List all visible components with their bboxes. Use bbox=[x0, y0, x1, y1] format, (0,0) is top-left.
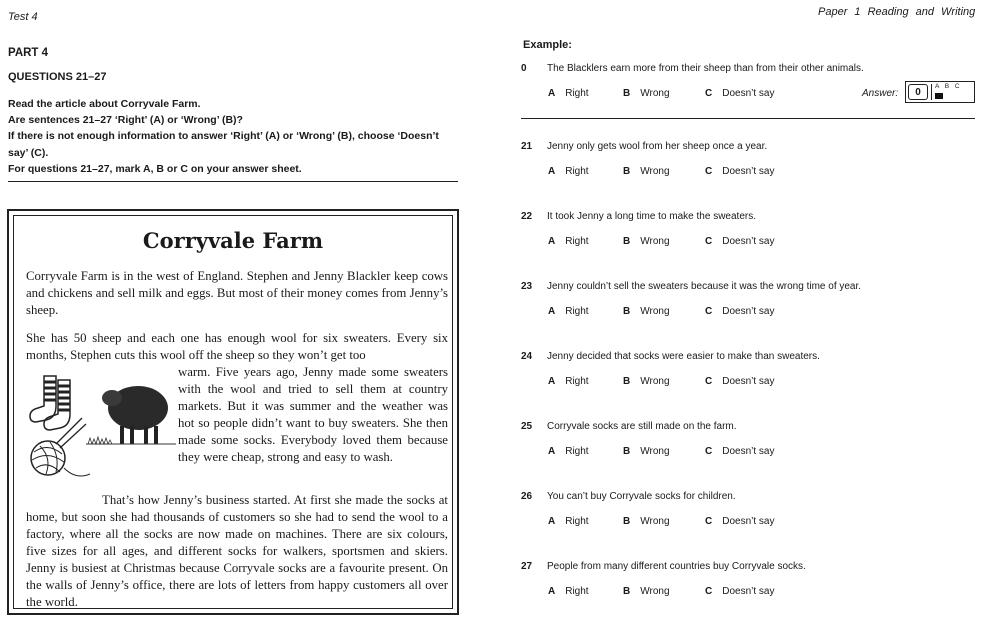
option-text: Doesn’t say bbox=[722, 376, 775, 387]
option-a bbox=[548, 166, 589, 177]
option-b bbox=[623, 516, 670, 527]
option-letter: B bbox=[623, 166, 631, 177]
option-text: Wrong bbox=[640, 446, 670, 457]
option-c bbox=[705, 586, 774, 597]
option-a bbox=[548, 446, 589, 457]
question-text: Jenny couldn’t sell the sweaters because it was the wrong time of year. bbox=[547, 281, 862, 292]
socks-sheep-yarn-illustration bbox=[26, 368, 176, 493]
example-divider bbox=[521, 118, 975, 119]
option-text: Right bbox=[565, 516, 589, 527]
question-number: 25 bbox=[521, 421, 533, 432]
question-number: 22 bbox=[521, 211, 533, 222]
option-c bbox=[705, 88, 774, 99]
option-letter: A bbox=[548, 88, 556, 99]
question-number: 27 bbox=[521, 561, 533, 572]
option-letter: B bbox=[623, 586, 631, 597]
answer-letters: A B C bbox=[935, 83, 960, 90]
instructions bbox=[8, 96, 448, 177]
article-title: Corryvale Farm bbox=[142, 228, 324, 253]
option-text: Right bbox=[565, 376, 589, 387]
option-letter: C bbox=[705, 516, 713, 527]
option-a bbox=[548, 516, 589, 527]
option-a bbox=[548, 236, 589, 247]
option-c bbox=[705, 446, 774, 457]
option-text: Wrong bbox=[640, 306, 670, 317]
option-letter: A bbox=[548, 236, 556, 247]
option-letter: B bbox=[623, 516, 631, 527]
option-text: Doesn’t say bbox=[722, 88, 775, 99]
answer-mark-a bbox=[935, 93, 943, 99]
question-text: It took Jenny a long time to make the sweaters. bbox=[547, 211, 756, 222]
option-text: Doesn’t say bbox=[722, 516, 775, 527]
option-text: Wrong bbox=[640, 586, 670, 597]
answer-divider bbox=[931, 84, 932, 100]
option-letter: C bbox=[705, 236, 713, 247]
question-text: You can’t buy Corryvale socks for children. bbox=[547, 491, 736, 502]
question-number: 24 bbox=[521, 351, 533, 362]
option-b bbox=[623, 236, 670, 247]
option-text: Right bbox=[565, 446, 589, 457]
option-text: Right bbox=[565, 586, 589, 597]
paper-label: Paper 1 Reading and Writing bbox=[818, 6, 976, 18]
option-letter: C bbox=[705, 586, 713, 597]
option-text: Wrong bbox=[640, 166, 670, 177]
option-letter: A bbox=[548, 166, 556, 177]
option-text: Right bbox=[565, 236, 589, 247]
question-text: People from many different countries buy Corryvale socks. bbox=[547, 561, 806, 572]
option-letter: A bbox=[548, 306, 556, 317]
question-number: 26 bbox=[521, 491, 533, 502]
option-b bbox=[623, 446, 670, 457]
option-letter: B bbox=[623, 376, 631, 387]
instruction-line: For questions 21–27, mark A, B or C on your answer sheet. bbox=[8, 162, 302, 175]
instruction-line: Read the article about Corryvale Farm. bbox=[8, 98, 201, 110]
option-b bbox=[623, 306, 670, 317]
option-letter: A bbox=[548, 446, 556, 457]
option-letter: B bbox=[623, 446, 631, 457]
option-b bbox=[623, 88, 670, 99]
part-heading: PART 4 bbox=[8, 47, 49, 59]
article-paragraph-3-text: That’s how Jenny’s business started. At first she made the socks at home, but soon she had thousands of customers so she had to send the wool to a factory, where all the socks are now made on machines. There are six colours, five sizes for all ages, and different socks for walkers, sportsmen and skiers. Jenny is busiest at Christmas because Corryvale socks are a favourite present. On the walls of Jenny’s office, there are lots of letters from happy customers all over the world. bbox=[26, 493, 448, 609]
example-label: Example: bbox=[523, 39, 572, 51]
option-text: Doesn’t say bbox=[722, 446, 775, 457]
article-frame bbox=[7, 209, 459, 615]
answer-number: 0 bbox=[908, 84, 928, 100]
instruction-line: Are sentences 21–27 ‘Right’ (A) or ‘Wrong’ (B)? bbox=[8, 114, 243, 127]
yarn-ball-icon bbox=[31, 418, 90, 476]
option-letter: C bbox=[705, 88, 713, 99]
option-letter: A bbox=[548, 376, 556, 387]
question-number: 23 bbox=[521, 281, 533, 292]
option-text: Wrong bbox=[640, 88, 670, 99]
option-b bbox=[623, 376, 670, 387]
option-c bbox=[705, 376, 774, 387]
option-c bbox=[705, 306, 774, 317]
question-text: Jenny only gets wool from her sheep once a year. bbox=[547, 141, 768, 152]
questions-range-heading: QUESTIONS 21–27 bbox=[8, 71, 107, 83]
question-text: Jenny decided that socks were easier to make than sweaters. bbox=[547, 351, 820, 362]
option-c bbox=[705, 516, 774, 527]
divider bbox=[8, 181, 458, 182]
option-letter: B bbox=[623, 306, 631, 317]
article-paragraph-1: Corryvale Farm is in the west of England. Stephen and Jenny Blackler keep cows and chickens and sell milk and eggs. But most of their money comes from Jenny’s sheep. bbox=[26, 269, 448, 317]
option-text: Right bbox=[565, 306, 589, 317]
option-letter: C bbox=[705, 446, 713, 457]
question-number: 0 bbox=[521, 63, 527, 74]
sheep-icon bbox=[86, 386, 176, 444]
socks-icon bbox=[30, 376, 70, 430]
option-letter: C bbox=[705, 166, 713, 177]
test-label: Test 4 bbox=[8, 11, 38, 23]
option-a bbox=[548, 88, 589, 99]
option-text: Doesn’t say bbox=[722, 166, 775, 177]
option-text: Doesn’t say bbox=[722, 586, 775, 597]
answer-label: Answer: bbox=[862, 88, 899, 99]
article-paragraph-3 bbox=[26, 492, 448, 611]
article-paragraph-2-start: She has 50 sheep and each one has enough wool for six sweaters. Every six months, Stephen cuts this wool off the sheep so they won’t get too bbox=[26, 331, 448, 362]
option-c bbox=[705, 236, 774, 247]
option-text: Right bbox=[565, 88, 589, 99]
option-text: Wrong bbox=[640, 236, 670, 247]
answer-box bbox=[905, 81, 975, 103]
option-letter: B bbox=[623, 88, 631, 99]
option-a bbox=[548, 306, 589, 317]
option-text: Right bbox=[565, 166, 589, 177]
option-letter: A bbox=[548, 516, 556, 527]
option-c bbox=[705, 166, 774, 177]
article-paragraph-2-wrap: warm. Five years ago, Jenny made some sweaters with the wool and tried to sell them at country markets. But it was summer and the weather was hot so people didn’t want to buy sweaters. She then made some socks. Everybody loved them because they were cheap, strong and easy to wash. bbox=[178, 365, 448, 464]
option-text: Wrong bbox=[640, 516, 670, 527]
option-text: Doesn’t say bbox=[722, 236, 775, 247]
option-letter: B bbox=[623, 236, 631, 247]
question-text: The Blacklers earn more from their sheep than from their other animals. bbox=[547, 63, 864, 74]
article-inner-frame bbox=[13, 215, 453, 609]
option-b bbox=[623, 166, 670, 177]
instruction-line: If there is not enough information to answer ‘Right’ (A) or ‘Wrong’ (B), choose ‘Doesn’t say’ (C). bbox=[8, 130, 439, 159]
option-a bbox=[548, 586, 589, 597]
option-text: Wrong bbox=[640, 376, 670, 387]
option-letter: C bbox=[705, 376, 713, 387]
option-a bbox=[548, 376, 589, 387]
option-letter: A bbox=[548, 586, 556, 597]
option-letter: C bbox=[705, 306, 713, 317]
option-text: Doesn’t say bbox=[722, 306, 775, 317]
question-text: Corryvale socks are still made on the farm. bbox=[547, 421, 737, 432]
question-number: 21 bbox=[521, 141, 533, 152]
option-b bbox=[623, 586, 670, 597]
